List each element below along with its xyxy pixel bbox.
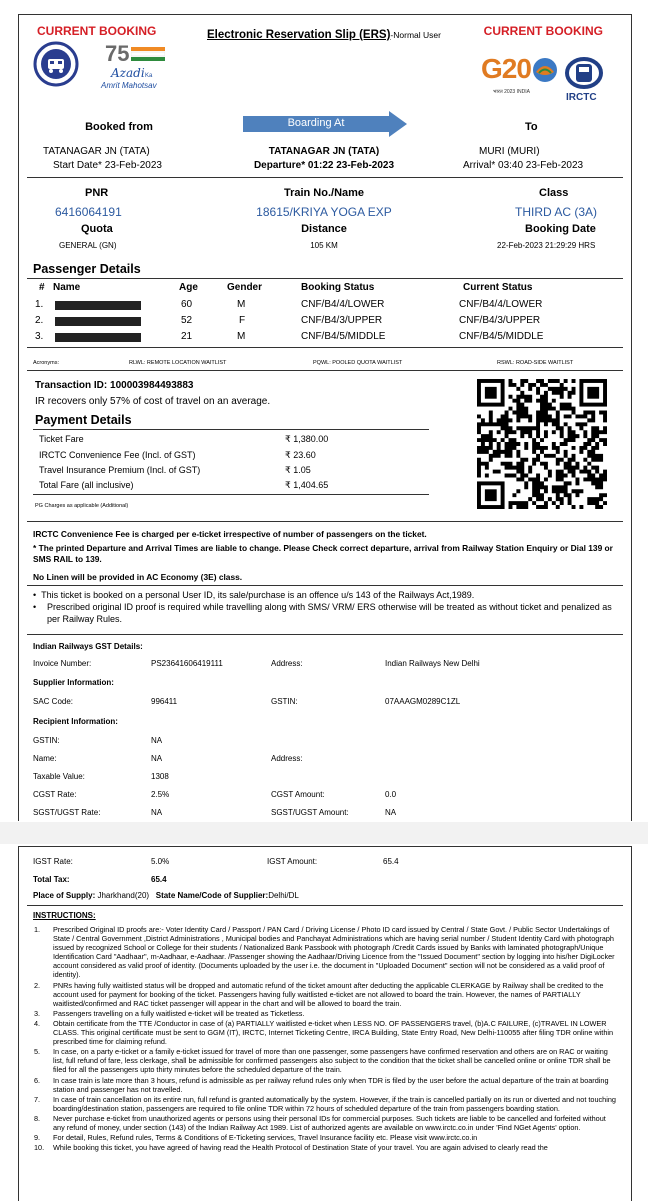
instruction-item: 4. Obtain certificate from the TTE /Conductor in case of (a) PARTIALLY waitlisted e-ticket when LESS NO. OF PASSENGERS travel, (b)A.C FAILURE, (c)TRAVEL IN LOWER CLASS. This original certificate must be sent to GGM (IT), IRCTC, Internet Ticketing Centre, IRCA Building, State Entry Road, New Delhi-110055 after filing TDR online within prescribed time for claiming refund. bbox=[34, 1018, 614, 1047]
train-value: 18615/KRIYA YOGA EXP bbox=[256, 205, 392, 219]
recipient-gstin: NA bbox=[151, 736, 163, 745]
pax-header-gender: Gender bbox=[227, 282, 263, 293]
to-station: MURI (MURI) bbox=[479, 146, 540, 157]
distance-label: Distance bbox=[301, 223, 347, 235]
instructions-list bbox=[31, 925, 619, 1153]
total-tax: 65.4 bbox=[151, 875, 167, 884]
sgst-rate-label: SGST/UGST Rate: bbox=[33, 808, 101, 817]
pnr-label: PNR bbox=[85, 187, 109, 199]
azadi-ka-amrit-mahotsav-logo: 75 Azadi Ka Amrit Mahotsav bbox=[101, 41, 181, 97]
taxable-value-label: Taxable Value: bbox=[33, 772, 85, 781]
invoice-number: PS23641606419111 bbox=[151, 659, 223, 668]
pax-header-current-status: Current Status bbox=[463, 282, 533, 293]
distance-value: 105 KM bbox=[310, 241, 338, 250]
booking-date-label: Booking Date bbox=[525, 223, 596, 235]
pnr-value: 6416064191 bbox=[55, 205, 122, 219]
id-proof-notice: • Prescribed original ID proof is required while travelling along with SMS/ VRM/ ERS otherwise will be treated as without ticket and penalized as per Railway Rules. bbox=[33, 602, 612, 624]
ers-title: Electronic Reservation Slip (ERS)-Normal User bbox=[207, 29, 441, 41]
convenience-fee-notice: IRCTC Convenience Fee is charged per e-ticket irrespective of number of passengers on the ticket. bbox=[33, 529, 427, 539]
train-label: Train No./Name bbox=[283, 187, 365, 199]
gst-address: Indian Railways New Delhi bbox=[385, 659, 480, 668]
current-booking-label-left: CURRENT BOOKING bbox=[37, 24, 157, 38]
start-date: Start Date* 23-Feb-2023 bbox=[53, 160, 162, 171]
class-value: THIRD AC (3A) bbox=[515, 205, 598, 219]
pax-header-no: # bbox=[39, 282, 45, 293]
indian-railways-logo bbox=[33, 41, 79, 87]
booking-date-value: 22-Feb-2023 21:29:29 HRS bbox=[497, 241, 596, 250]
total-fare-label: Total Fare (all inclusive) bbox=[39, 480, 134, 490]
sac-label: SAC Code: bbox=[33, 697, 74, 706]
linen-notice: No Linen will be provided in AC Economy (3E) class. bbox=[33, 572, 243, 582]
cgst-rate: 2.5% bbox=[151, 790, 170, 799]
sgst-amount: NA bbox=[385, 808, 397, 817]
pax-header-booking-status: Booking Status bbox=[301, 282, 375, 293]
supplier-gstin-label: GSTIN: bbox=[271, 697, 298, 706]
ers-page-1: CURRENT BOOKING CURRENT BOOKING Electronic Reservation Slip (ERS)-Normal User 75 Azadi Ka Amrit Mahotsav G20 भारत 2023 INDIA IRCTC Booked from Boarding At To TATANAGAR JN (TATA) TATANAGAR JN (TATA) MURI (MURI) Start Date* 23-Feb-2023 Departure* 01:22 23-Feb-2023 Arrival* 03:40 23-Feb-2023 PNR Train No./Name Class 6416064191 18615/KRIYA YOGA EXP THIRD AC (3A) Quota Distance Booking Date GENERAL (GN) 105 KM 22-Feb-2023 21:29:29 HRS Passenger Details # Name Age Gender Booking Status Current Status 1. 60 M CNF/B4/4/LOWER CNF/B4/4/LOWER 2. 52 F CNF/B4/3/UPPER CNF/B4/3/UPPER 3. 21 M CNF/B4/5/MIDDLE CNF/B4/5/MIDDLE Acronyms: RLWL: REMOTE LOCATION WAITLIST PQWL: POOLED QUOTA WAITLIST RSWL: ROAD-SIDE WAITLIST Transaction ID: 100003984493883 IR recovers only 57% of cost of travel on an average. Payment Details Ticket Fare ₹ 1,380.00 IRCTC Convenience Fee (Incl. of GST) ₹ 23.60 Travel Insurance Premium (Incl. of GST) ₹ 1.05 Total Fare (all inclusive) ₹ 1,404.65 PG Charges as applicable (Additional) IRCTC Convenience Fee is charged per e-ticket irrespective of number of passengers on the ticket. * The printed Departure and Arrival Times are liable to change. Please Check correct departure, arrival from Railway Station Enquiry or Dial 139 or SMS RAIL to 139. No Linen will be provided in AC Economy (3E) class. • This ticket is booked on a personal User ID, its sale/purchase is an offence u/s 143 of the Railways Act,1989. • Prescribed original ID proof is required while travelling along with SMS/ VRM/ ERS otherwise will be treated as without ticket and penalized as per Railway Rules. Indian Railways GST Details: Invoice Number: PS23641606419111 Address: Indian Railways New Delhi Supplier Information: SAC Code: 996411 GSTIN: 07AAAGM0289C1ZL Recipient Information: GSTIN: NA Name: NA Address: Taxable Value: 1308 CGST Rate: 2.5% CGST Amount: 0.0 SGST/UGST Rate: NA SGST/UGST Amount: NA bbox=[18, 14, 632, 821]
recipient-gstin-label: GSTIN: bbox=[33, 736, 60, 745]
convenience-fee-label: IRCTC Convenience Fee (Incl. of GST) bbox=[39, 450, 196, 460]
pg-charges-note: PG Charges as applicable (Additional) bbox=[35, 503, 129, 509]
ticket-fare-value: ₹ 1,380.00 bbox=[285, 434, 329, 444]
cgst-rate-label: CGST Rate: bbox=[33, 790, 77, 799]
acronyms-label: Acronyms: bbox=[33, 360, 59, 366]
sgst-rate: NA bbox=[151, 808, 163, 817]
departure-time: Departure* 01:22 23-Feb-2023 bbox=[253, 160, 395, 171]
personal-id-notice: • This ticket is booked on a personal User ID, its sale/purchase is an offence u/s 143 of the Railways Act,1989. bbox=[33, 590, 475, 600]
sac-code: 996411 bbox=[151, 697, 178, 706]
quota-label: Quota bbox=[81, 223, 113, 235]
igst-amount-label: IGST Amount: bbox=[267, 857, 318, 866]
igst-rate-label: IGST Rate: bbox=[33, 857, 73, 866]
redacted-name bbox=[55, 333, 141, 342]
from-station: TATANAGAR JN (TATA) bbox=[43, 146, 150, 157]
acronym-pqwl: PQWL: POOLED QUOTA WAITLIST bbox=[313, 360, 403, 366]
instruction-item: 5. In case, on a party e-ticket or a family e-ticket issued for travel of more than one passenger, some passengers have confirmed reservation and others are on RAC or waiting list, full refund of fare, less clerkage, shall be admissible for confirmed passengers also subject to the condition that the ticket shall be cancelled online or online TDR shall be filed for all the passengers upto thirty minutes before the scheduled departure of the train. bbox=[34, 1047, 611, 1075]
to-label: To bbox=[525, 121, 538, 133]
g20-logo: G20 भारत 2023 INDIA bbox=[481, 53, 561, 101]
current-booking-label-right: CURRENT BOOKING bbox=[483, 24, 603, 38]
page-break bbox=[0, 822, 648, 844]
irctc-logo: IRCTC bbox=[564, 55, 608, 105]
total-tax-label: Total Tax: bbox=[33, 875, 70, 884]
gst-address-label: Address: bbox=[271, 659, 303, 668]
acronym-rlwl: RLWL: REMOTE LOCATION WAITLIST bbox=[129, 360, 227, 366]
instruction-item: 9. For detail, Rules, Refund rules, Terms & Conditions of E-Ticketing services, Travel Insurance facility etc. Please visit www.irctc.co.in bbox=[34, 1133, 478, 1143]
quota-value: GENERAL (GN) bbox=[59, 241, 117, 250]
place-of-supply: Place of Supply: Jharkhand(20) State Name/Code of Supplier:Delhi/DL bbox=[33, 891, 299, 900]
total-fare-value: ₹ 1,404.65 bbox=[285, 480, 329, 490]
ticket-fare-label: Ticket Fare bbox=[39, 434, 84, 444]
redacted-name bbox=[55, 301, 141, 310]
supplier-gstin: 07AAAGM0289C1ZL bbox=[385, 697, 461, 706]
redacted-name bbox=[55, 317, 141, 326]
instruction-item: 6. In case train is late more than 3 hours, refund is admissible as per railway refund rules only when TDR is filed by the user before the actual departure of the train at boarding station and passenger has not travelled. bbox=[34, 1075, 609, 1094]
acronym-rswl: RSWL: ROAD-SIDE WAITLIST bbox=[497, 360, 574, 366]
insurance-label: Travel Insurance Premium (Incl. of GST) bbox=[39, 465, 201, 475]
pax-header-age: Age bbox=[179, 282, 198, 293]
instruction-item: 10. While booking this ticket, you have agreed of having read the Health Protocol of Destination State of your travel. You are again advised to clearly read the bbox=[34, 1143, 548, 1153]
instruction-item: 8. Never purchase e-ticket from unauthorized agents or persons using their personal IDs for commercial purposes. Such tickets are liable to be cancelled and forfeited without any refund of money, under section (143) of the Indian Railway Act 1989. List of authorized agents are available on www.irctc.co.in under 'Find NGet Agents' option. bbox=[34, 1113, 606, 1132]
timing-notice: * The printed Departure and Arrival Times are liable to change. Please Check correct departure, arrival from Railway Station Enquiry or Dial 139 or SMS RAIL to 139. bbox=[33, 543, 613, 564]
igst-rate: 5.0% bbox=[151, 857, 170, 866]
booked-from-label: Booked from bbox=[85, 121, 153, 133]
recipient-name: NA bbox=[151, 754, 163, 763]
cgst-amount: 0.0 bbox=[385, 790, 397, 799]
igst-amount: 65.4 bbox=[383, 857, 399, 866]
gst-title: Indian Railways GST Details: bbox=[33, 642, 143, 651]
instruction-item: 1. Prescribed Original ID proofs are:- Voter Identity Card / Passport / PAN Card / Driving License / Photo ID card issued by Central / State Govt. / Public Sector Undertakings of State / Central Government ,District Administrations , Municipal bodies and Panchayat Administrations which are having serial number / Student Identity Card with photograph issued by recognized School or College for their students / Nationalized Bank Passbook with photograph /Credit Cards issued by Banks with laminated photograph/Unique Identification Card "Aadhaar", m-Aadhaar, e-Aadhaar. /Passenger showing the Aadhaar/Driving Licence from the "Issued Document" section by logging into his/her DigiLocker account considered as valid proof of identity. (Documents uploaded by the user i.e. the document in "Uploaded Document" section will not be considered as a valid proof of identity). bbox=[34, 925, 615, 980]
qr-code bbox=[477, 379, 607, 509]
instruction-item: 7. In case of train cancellation on its entire run, full refund is granted automatically by the system. However, if the train is cancelled partially on its run or diverted and not touching boarding/destination station, passengers are required to file online TDR within 72 hours of scheduled departure of the train from passengers boarding station. bbox=[34, 1094, 616, 1113]
ers-page-2 bbox=[18, 846, 632, 1201]
recipient-address-label: Address: bbox=[271, 754, 303, 763]
recovery-note: IR recovers only 57% of cost of travel on an average. bbox=[35, 396, 271, 407]
invoice-label: Invoice Number: bbox=[33, 659, 92, 668]
supplier-info-title: Supplier Information: bbox=[33, 678, 114, 687]
class-label: Class bbox=[539, 187, 569, 199]
boarding-station: TATANAGAR JN (TATA) bbox=[268, 146, 380, 157]
pax-header-name: Name bbox=[53, 282, 81, 293]
cgst-amount-label: CGST Amount: bbox=[271, 790, 325, 799]
taxable-value: 1308 bbox=[151, 772, 169, 781]
convenience-fee-value: ₹ 23.60 bbox=[285, 450, 316, 460]
instruction-item: 3. Passengers travelling on a fully waitlisted e-ticket will be treated as Ticketless. bbox=[34, 1008, 305, 1018]
sgst-amount-label: SGST/UGST Amount: bbox=[271, 808, 349, 817]
transaction-id: Transaction ID: 100003984493883 bbox=[35, 380, 194, 391]
passenger-details-title: Passenger Details bbox=[33, 262, 141, 276]
boarding-at-arrow: Boarding At bbox=[243, 111, 407, 137]
arrival-time: Arrival* 03:40 23-Feb-2023 bbox=[463, 160, 584, 171]
instruction-item: 2. PNRs having fully waitlisted status will be dropped and automatic refund of the ticket amount after deducting the applicable CLERKAGE by Railway shall be credited to the account used for payment for booking of the ticket. Passengers having fully waitlisted e-ticket are not allowed to board the train. However, the names of PARTIALLY waitlisted/confirmed and RAC ticket passenger will appear in the chart and will be allowed to board the train. bbox=[34, 980, 604, 1008]
insurance-value: ₹ 1.05 bbox=[285, 465, 311, 475]
payment-details-title: Payment Details bbox=[35, 413, 132, 427]
recipient-name-label: Name: bbox=[33, 754, 57, 763]
instructions-title: INSTRUCTIONS: bbox=[33, 911, 96, 920]
recipient-info-title: Recipient Information: bbox=[33, 717, 118, 726]
